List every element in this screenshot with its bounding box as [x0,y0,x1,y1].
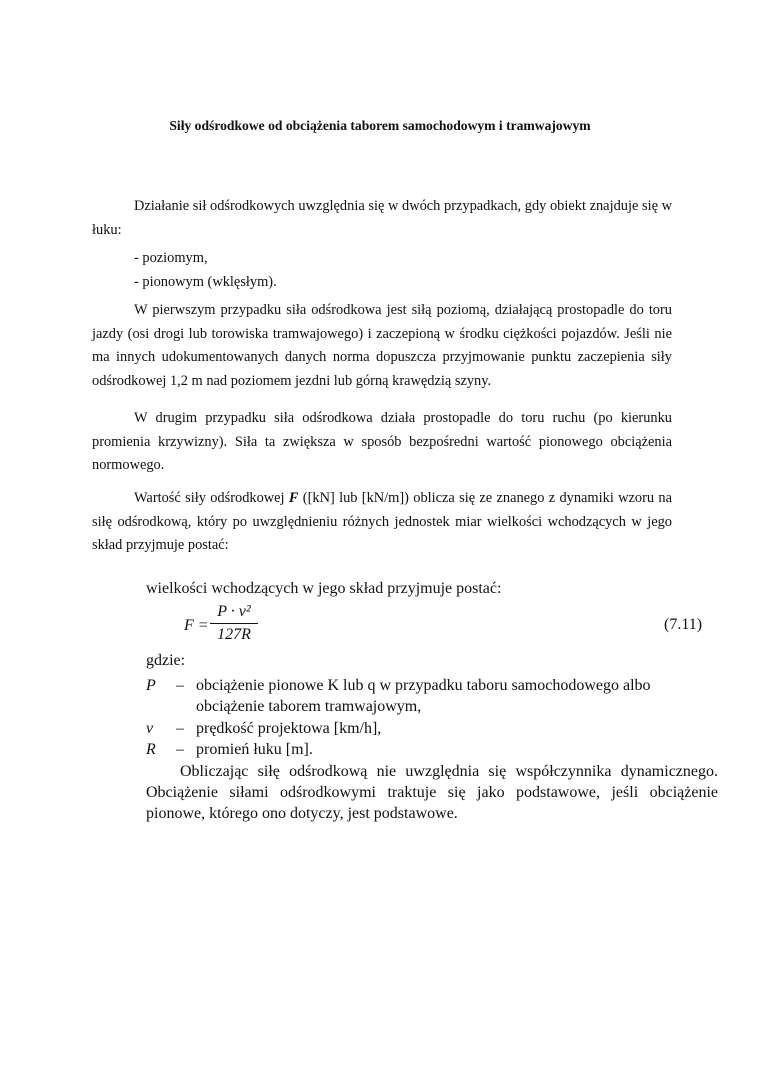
formula-numerator: P · v² [217,603,251,620]
note-paragraph: Obliczając siłę odśrodkową nie uwzględnia się współczynnika dynamicznego. Obciążenie siłami odśrodkowymi traktuje się jako podstawowe, jeśli obciążenie pionowe, którego ono dotyczy, jest podstawowe. [146,763,718,822]
definition-symbol: v [146,720,154,737]
definition-dash: – [176,720,184,737]
formula-lhs: F = [184,617,209,634]
definition-dash: – [176,677,184,694]
formula-intro-pre: Wartość siły odśrodkowej [134,490,289,506]
scan-lead-line: wielkości wchodzących w jego skład przyjmuje postać: [146,580,502,597]
paragraph-first-case: W pierwszym przypadku siła odśrodkowa jest siłą poziomą, działającą prostopadle do toru jazdy (osi drogi lub torowiska tramwajowego) i zaczepioną w środku ciężkości pojazdów. Jeśli nie ma innych udokumentowanych danych norma dopuszcza przyjmowanie punktu zaczepienia siły odśrodkowej 1,2 m nad poziomem jezdni lub górną krawędzią szyny. [92,302,672,389]
definition-symbol: P [146,677,156,694]
definition-text: promień łuku [m]. [196,741,313,758]
formula-fraction [210,603,258,644]
definition-symbol: R [146,741,156,758]
list-item-horizontal: - poziomym, [134,250,208,266]
paragraph-intro: Działanie sił odśrodkowych uwzględnia się w dwóch przypadkach, gdy obiekt znajduje się w łuku: [92,198,672,238]
definition-dash: – [176,741,184,758]
formula-intro-post: ([kN] lub [kN/m]) oblicza się ze znanego z dynamiki wzoru na siłę odśrodkową, który po uwzględnieniu różnych jednostek miar wielkości wchodzących w jego skład przyjmuje postać: [92,490,672,553]
definition-text: obciążenie pionowe K lub q w przypadku taboru samochodowego albo obciążenie taborem tramwajowym, [196,677,651,715]
formula-denominator: 127R [217,626,251,643]
page-title: Siły odśrodkowe od obciążenia taborem samochodowym i tramwajowym [169,118,591,133]
equation-number: (7.11) [664,616,703,633]
paragraph-formula-intro [92,487,672,558]
symbol-f-bold: F [288,490,299,506]
paragraph-second-case: W drugim przypadku siła odśrodkowa działa prostopadle do toru ruchu (po kierunku promienia krzywizny). Siła ta zwiększa w sposób bezpośredni wartość pionowego obciążenia normowego. [92,410,672,473]
definition-text: prędkość projektowa [km/h], [196,720,382,737]
where-label: gdzie: [146,652,186,669]
fraction-bar [210,623,258,624]
list-item-vertical: - pionowym (wklęsłym). [134,274,277,290]
